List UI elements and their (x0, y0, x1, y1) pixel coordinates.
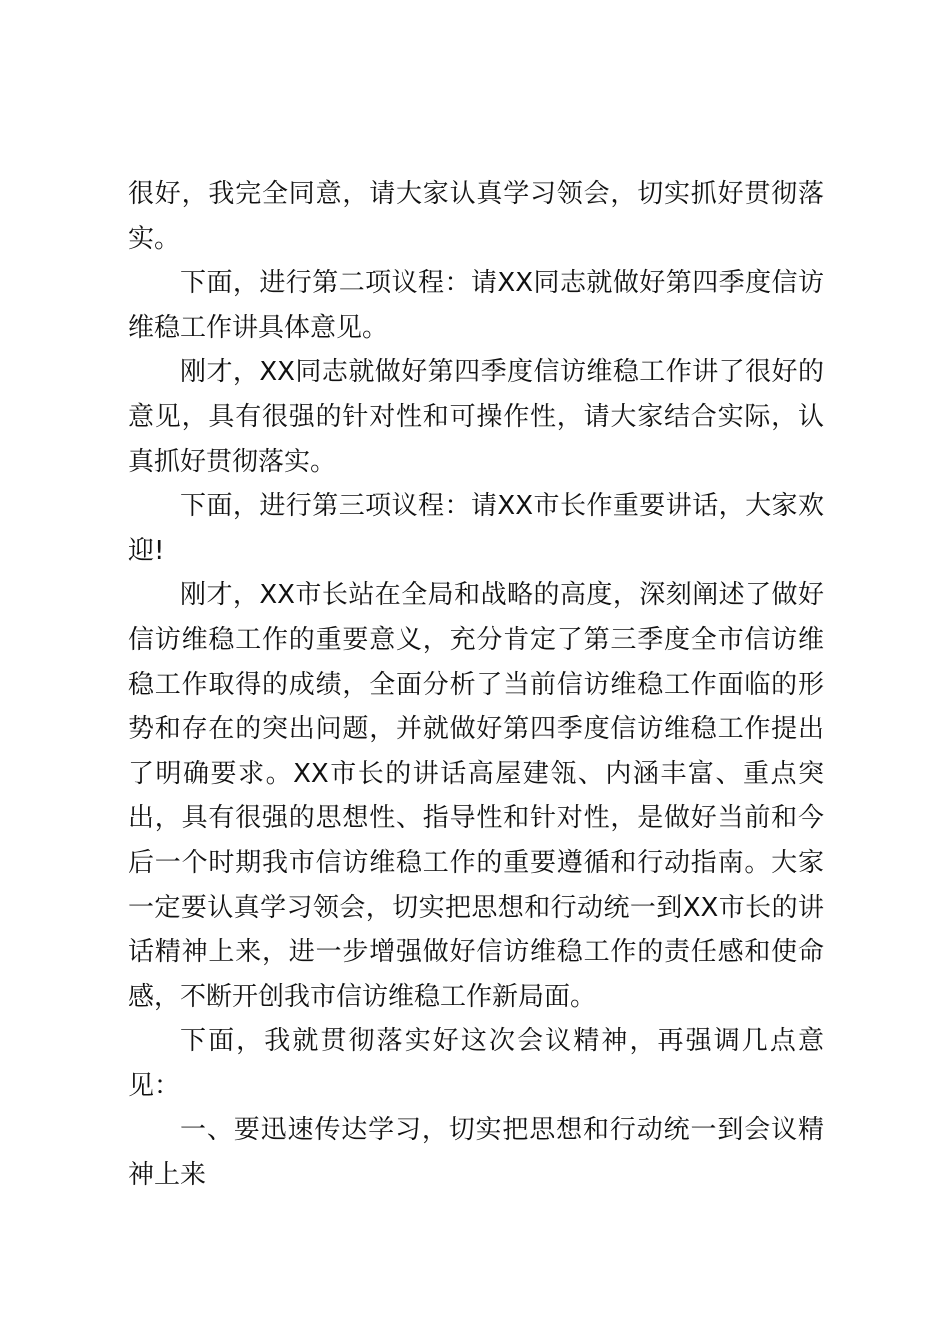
paragraph-1: 很好，我完全同意，请大家认真学习领会，切实抓好贯彻落实。 (128, 179, 824, 254)
paragraph-2: 下面，进行第二项议程：请XX同志就做好第四季度信访维稳工作讲具体意见。 (128, 268, 824, 343)
paragraph-6: 下面，我就贯彻落实好这次会议精神，再强调几点意见： (128, 1026, 824, 1101)
paragraph-3: 刚才，XX同志就做好第四季度信访维稳工作讲了很好的意见，具有很强的针对性和可操作性，请大家结合实际，认真抓好贯彻落实。 (128, 357, 824, 477)
paragraph-5: 刚才，XX市长站在全局和战略的高度，深刻阐述了做好信访维稳工作的重要意义，充分肯定了第三季度全市信访维稳工作取得的成绩，全面分析了当前信访维稳工作面临的形势和存在的突出问题，并就做好第四季度信访维稳工作提出了明确要求。XX市长的讲话高屋建瓴、内涵丰富、重点突出，具有很强的思想性、指导性和针对性，是做好当前和今后一个时期我市信访维稳工作的重要遵循和行动指南。大家一定要认真学习领会，切实把思想和行动统一到XX市长的讲话精神上来，进一步增强做好信访维稳工作的责任感和使命感，不断开创我市信访维稳工作新局面。 (128, 580, 824, 1012)
paragraph-4: 下面，进行第三项议程：请XX市长作重要讲话，大家欢迎! (128, 491, 824, 566)
document-body (128, 172, 824, 1198)
section-heading-1: 一、要迅速传达学习，切实把思想和行动统一到会议精神上来 (128, 1115, 824, 1191)
